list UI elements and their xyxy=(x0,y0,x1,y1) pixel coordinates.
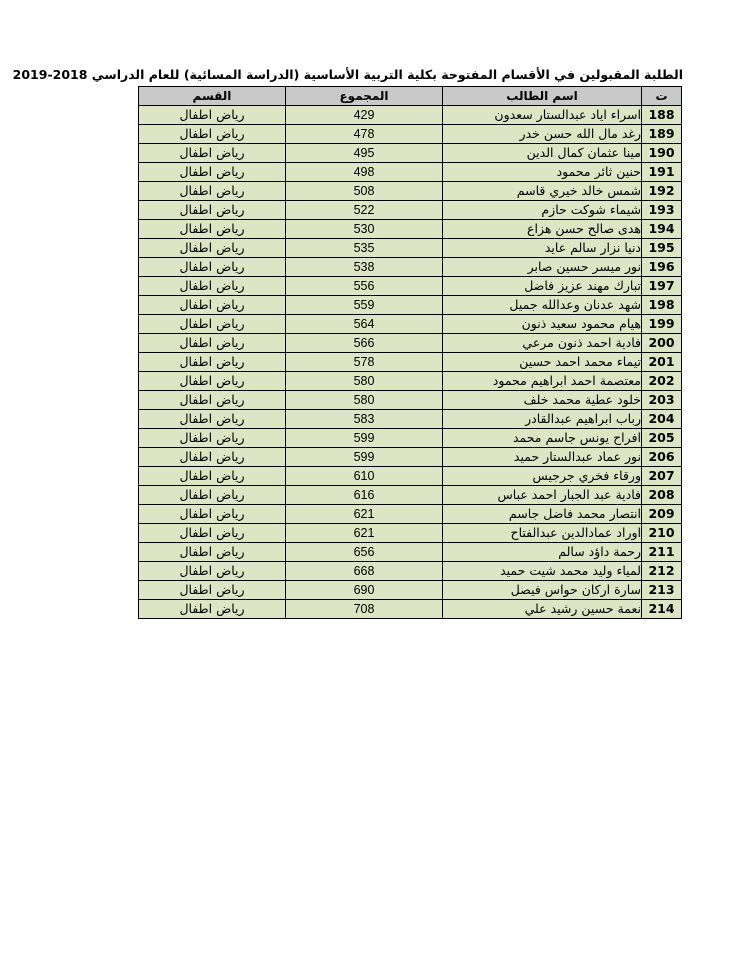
cell-dept: رياض اطفال xyxy=(139,239,286,258)
cell-num: 201 xyxy=(642,353,682,372)
cell-num: 207 xyxy=(642,467,682,486)
table-row xyxy=(139,543,682,562)
cell-name: رغد مال الله حسن خدر xyxy=(443,125,642,144)
cell-total: 583 xyxy=(286,410,443,429)
cell-total: 580 xyxy=(286,391,443,410)
cell-total: 535 xyxy=(286,239,443,258)
cell-dept: رياض اطفال xyxy=(139,581,286,600)
cell-name: دنيا نزار سالم عايد xyxy=(443,239,642,258)
table-row xyxy=(139,296,682,315)
table-row xyxy=(139,581,682,600)
cell-total: 566 xyxy=(286,334,443,353)
cell-name: انتصار محمد فاضل جاسم xyxy=(443,505,642,524)
cell-dept: رياض اطفال xyxy=(139,372,286,391)
cell-dept: رياض اطفال xyxy=(139,201,286,220)
table-row xyxy=(139,410,682,429)
cell-name: فادية احمد ذنون مرعي xyxy=(443,334,642,353)
cell-total: 478 xyxy=(286,125,443,144)
cell-num: 196 xyxy=(642,258,682,277)
cell-num: 193 xyxy=(642,201,682,220)
cell-total: 538 xyxy=(286,258,443,277)
header-name: اسم الطالب xyxy=(443,87,642,106)
cell-num: 203 xyxy=(642,391,682,410)
cell-num: 199 xyxy=(642,315,682,334)
cell-name: خلود عطية محمد خلف xyxy=(443,391,642,410)
cell-num: 213 xyxy=(642,581,682,600)
cell-name: سارة اركان حواس فيصل xyxy=(443,581,642,600)
cell-num: 192 xyxy=(642,182,682,201)
cell-name: مينا عثمان كمال الدين xyxy=(443,144,642,163)
cell-name: هدى صالح حسن هزاع xyxy=(443,220,642,239)
cell-dept: رياض اطفال xyxy=(139,258,286,277)
cell-name: لمياء وليد محمد شيت حميد xyxy=(443,562,642,581)
cell-num: 206 xyxy=(642,448,682,467)
cell-name: معتصمة احمد ابراهيم محمود xyxy=(443,372,642,391)
cell-dept: رياض اطفال xyxy=(139,543,286,562)
cell-total: 616 xyxy=(286,486,443,505)
document-title: الطلبة المقبولين في الأقسام المفتوحة بكلية التربية الأساسية (الدراسة المسائية) للعام الدراسي 2018-2019 xyxy=(12,67,683,82)
cell-total: 508 xyxy=(286,182,443,201)
cell-dept: رياض اطفال xyxy=(139,429,286,448)
cell-num: 190 xyxy=(642,144,682,163)
cell-total: 580 xyxy=(286,372,443,391)
table-row xyxy=(139,125,682,144)
cell-dept: رياض اطفال xyxy=(139,220,286,239)
cell-num: 191 xyxy=(642,163,682,182)
cell-num: 214 xyxy=(642,600,682,619)
cell-total: 578 xyxy=(286,353,443,372)
cell-num: 212 xyxy=(642,562,682,581)
table-row xyxy=(139,486,682,505)
table-row xyxy=(139,562,682,581)
cell-total: 621 xyxy=(286,505,443,524)
table-row xyxy=(139,315,682,334)
table-row xyxy=(139,524,682,543)
table-row xyxy=(139,201,682,220)
table-row xyxy=(139,182,682,201)
table-row xyxy=(139,600,682,619)
cell-num: 195 xyxy=(642,239,682,258)
cell-name: حنين ثائر محمود xyxy=(443,163,642,182)
cell-dept: رياض اطفال xyxy=(139,448,286,467)
header-total: المجموع xyxy=(286,87,443,106)
cell-dept: رياض اطفال xyxy=(139,505,286,524)
cell-num: 194 xyxy=(642,220,682,239)
cell-num: 197 xyxy=(642,277,682,296)
cell-total: 610 xyxy=(286,467,443,486)
cell-name: اوراد عمادالدين عبدالفتاح xyxy=(443,524,642,543)
cell-total: 498 xyxy=(286,163,443,182)
cell-dept: رياض اطفال xyxy=(139,334,286,353)
table-row xyxy=(139,429,682,448)
cell-num: 210 xyxy=(642,524,682,543)
cell-name: شيماء شوكت حازم xyxy=(443,201,642,220)
cell-total: 556 xyxy=(286,277,443,296)
table-row xyxy=(139,334,682,353)
table-row xyxy=(139,144,682,163)
cell-total: 690 xyxy=(286,581,443,600)
cell-name: تبارك مهند عزيز فاضل xyxy=(443,277,642,296)
table-row xyxy=(139,106,682,125)
cell-total: 429 xyxy=(286,106,443,125)
cell-name: هيام محمود سعيد ذنون xyxy=(443,315,642,334)
cell-dept: رياض اطفال xyxy=(139,144,286,163)
cell-total: 599 xyxy=(286,448,443,467)
cell-name: نعمة حسين رشيد علي xyxy=(443,600,642,619)
cell-name: شهد عدنان وعدالله جميل xyxy=(443,296,642,315)
cell-name: شمس خالد خيري قاسم xyxy=(443,182,642,201)
table-row xyxy=(139,220,682,239)
table-row xyxy=(139,353,682,372)
cell-total: 599 xyxy=(286,429,443,448)
header-num: ت xyxy=(642,87,682,106)
table-row xyxy=(139,372,682,391)
cell-dept: رياض اطفال xyxy=(139,353,286,372)
cell-name: نور عماد عبدالستار حميد xyxy=(443,448,642,467)
cell-dept: رياض اطفال xyxy=(139,391,286,410)
cell-name: افراح يونس جاسم محمد xyxy=(443,429,642,448)
cell-dept: رياض اطفال xyxy=(139,125,286,144)
table-row xyxy=(139,277,682,296)
cell-total: 656 xyxy=(286,543,443,562)
cell-num: 202 xyxy=(642,372,682,391)
cell-dept: رياض اطفال xyxy=(139,524,286,543)
table-row xyxy=(139,505,682,524)
cell-name: تيماء محمد احمد حسين xyxy=(443,353,642,372)
cell-num: 200 xyxy=(642,334,682,353)
cell-num: 211 xyxy=(642,543,682,562)
cell-total: 564 xyxy=(286,315,443,334)
cell-num: 198 xyxy=(642,296,682,315)
cell-total: 522 xyxy=(286,201,443,220)
students-table xyxy=(138,86,682,619)
table-row xyxy=(139,467,682,486)
cell-dept: رياض اطفال xyxy=(139,163,286,182)
cell-dept: رياض اطفال xyxy=(139,467,286,486)
cell-dept: رياض اطفال xyxy=(139,277,286,296)
cell-dept: رياض اطفال xyxy=(139,600,286,619)
table-row xyxy=(139,258,682,277)
table-row xyxy=(139,163,682,182)
cell-dept: رياض اطفال xyxy=(139,562,286,581)
cell-total: 530 xyxy=(286,220,443,239)
table-row xyxy=(139,239,682,258)
table-header-row xyxy=(139,87,682,106)
cell-num: 205 xyxy=(642,429,682,448)
cell-name: رباب ابراهيم عبدالقادر xyxy=(443,410,642,429)
cell-num: 209 xyxy=(642,505,682,524)
cell-total: 668 xyxy=(286,562,443,581)
cell-name: نور ميسر حسين صابر xyxy=(443,258,642,277)
cell-num: 204 xyxy=(642,410,682,429)
cell-total: 708 xyxy=(286,600,443,619)
cell-dept: رياض اطفال xyxy=(139,315,286,334)
cell-dept: رياض اطفال xyxy=(139,486,286,505)
cell-dept: رياض اطفال xyxy=(139,106,286,125)
cell-name: اسراء اياد عبدالستار سعدون xyxy=(443,106,642,125)
cell-name: ورقاء فخري جرجيس xyxy=(443,467,642,486)
cell-num: 189 xyxy=(642,125,682,144)
table-row xyxy=(139,391,682,410)
cell-name: فادية عبد الجبار احمد عباس xyxy=(443,486,642,505)
header-dept: القسم xyxy=(139,87,286,106)
cell-dept: رياض اطفال xyxy=(139,410,286,429)
cell-total: 621 xyxy=(286,524,443,543)
cell-total: 495 xyxy=(286,144,443,163)
cell-dept: رياض اطفال xyxy=(139,296,286,315)
table-row xyxy=(139,448,682,467)
cell-num: 188 xyxy=(642,106,682,125)
cell-name: رحمة داؤد سالم xyxy=(443,543,642,562)
cell-total: 559 xyxy=(286,296,443,315)
cell-num: 208 xyxy=(642,486,682,505)
cell-dept: رياض اطفال xyxy=(139,182,286,201)
